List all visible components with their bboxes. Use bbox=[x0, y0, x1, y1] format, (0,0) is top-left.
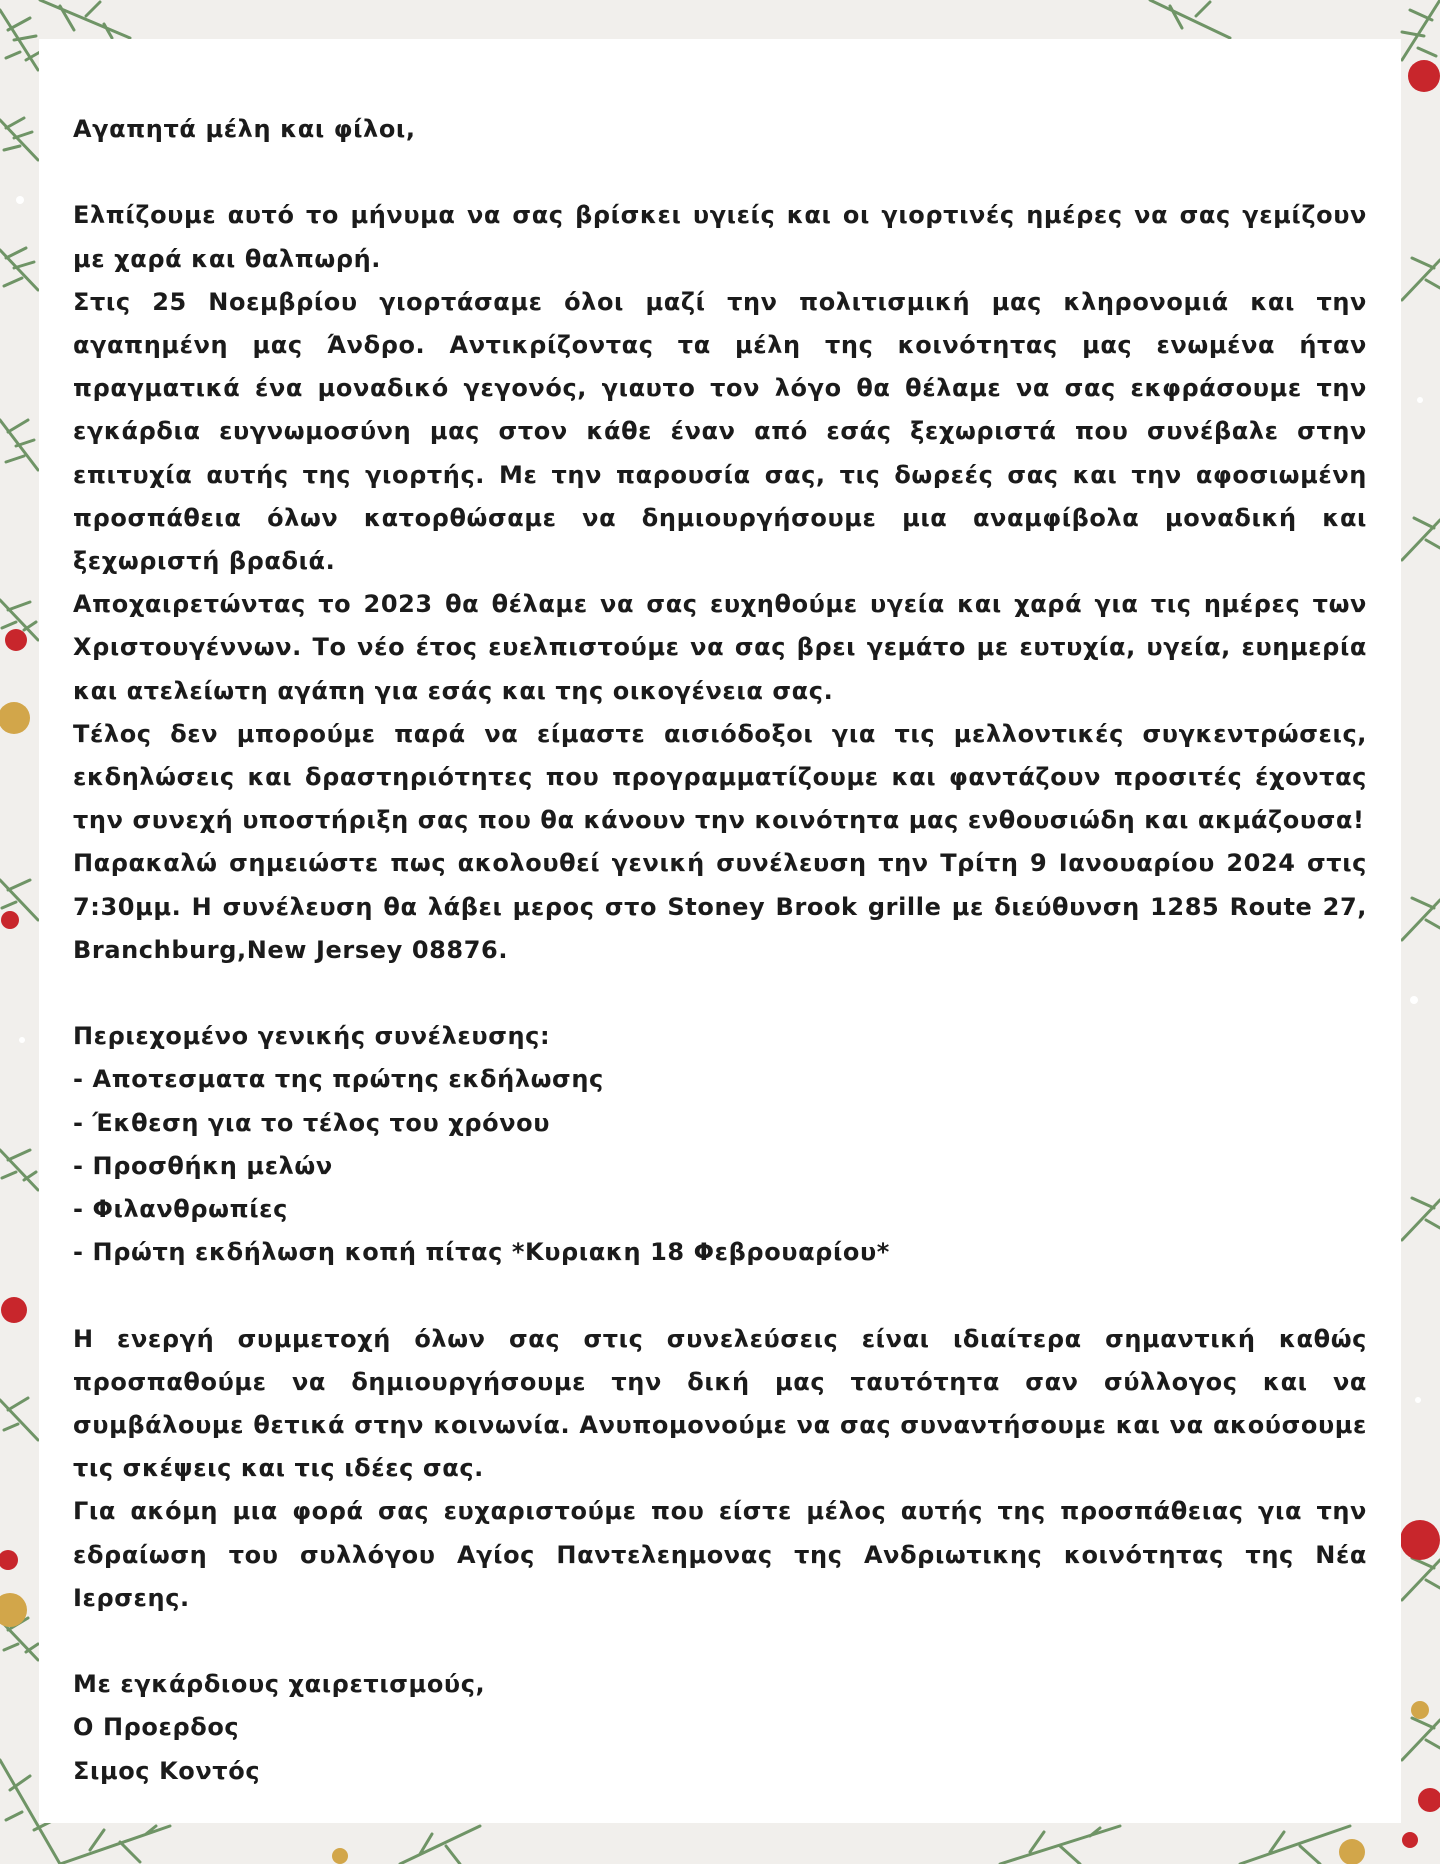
agenda-item: - Πρώτη εκδήλωση κοπή πίτας *Κυριακη 18 Φεβρουαρίου* bbox=[73, 1238, 890, 1267]
agenda-title: Περιεχομένο γενικής συνέλευσης: bbox=[73, 1022, 551, 1051]
greeting: Αγαπητά μέλη και φίλοι, bbox=[73, 115, 416, 143]
agenda-item: - Προσθήκη μελών bbox=[73, 1151, 333, 1180]
letter-body bbox=[73, 108, 1367, 1793]
spacer bbox=[73, 151, 1367, 194]
thanks-paragraph: Για ακόμη μια φορά σας ευχαριστούμε που είστε μέλος αυτής της προσπάθειας για την εδραίωση του συλλόγου Αγίος Παντελεημονας της Ανδριωτικης κοινότητας της Νέα Ιερσεης. bbox=[73, 1497, 1367, 1612]
spacer bbox=[73, 1274, 1367, 1317]
spacer bbox=[73, 1620, 1367, 1663]
participation-paragraph: Η ενεργή συμμετοχή όλων σας στις συνελεύσεις είναι ιδιαίτερα σημαντική καθώς προσπαθούμε να δημιουργήσουμε την δική μας ταυτότητα σαν σύλλογος και να συμβάλουμε θετικά στην κοινωνία. Ανυπομονούμε να σας συναντήσουμε και να ακούσουμε τις σκέψεις και τις ιδέες σας. bbox=[73, 1324, 1367, 1483]
future-paragraph: Τέλος δεν μπορούμε παρά να είμαστε αισιόδοξοι για τις μελλοντικές συγκεντρώσεις, εκδηλώσεις και δραστηριότητες που προγραμματίζουμε και φαντάζουν προσιτές έχοντας την συνεχή υποστήριξη σας που θα κάνουν την κοινότητα μας ενθουσιώδη και ακμάζουσα! bbox=[73, 719, 1367, 835]
signature-title: Ο Προερδος bbox=[73, 1713, 240, 1742]
meeting-paragraph: Παρακαλώ σημειώστε πως ακολουθεί γενική συνέλευση την Τρίτη 9 Ιανουαρίου 2024 στις 7:30μμ. Η συνέλευση θα λάβει μερος στο Stoney Brook grille με διεύθυνση 1285 Route 27, Branchburg,New Jersey 08876. bbox=[73, 849, 1367, 964]
closing: Με εγκάρδιους χαιρετισμούς, bbox=[73, 1670, 486, 1699]
signature-name: Σιμος Κοντός bbox=[73, 1756, 261, 1785]
spacer bbox=[73, 972, 1367, 1015]
agenda-item: - Αποτεσματα της πρώτης εκδήλωσης bbox=[73, 1065, 604, 1094]
event-paragraph: Στις 25 Νοεμβρίου γιορτάσαμε όλοι μαζί την πολιτισμική μας κληρονομιά και την αγαπημένη μας Άνδρο. Αντικρίζοντας τα μέλη της κοινότητας μας ενωμένα ήταν πραγματικά ένα μοναδικό γεγονός, γιαυτο τον λόγο θα θέλαμε να σας εκφράσουμε την εγκάρδια ευγνωμοσύνη μας στον κάθε έναν από εσάς ξεχωριστά που συνέβαλε στην επιτυχία αυτής της γιορτής. Με την παρουσία σας, τις δωρεές σας και την αφοσιωμένη προσπάθεια όλων κατορθώσαμε να δημιουργήσουμε μια αναμφίβολα μοναδική και ξεχωριστή βραδιά. bbox=[73, 287, 1367, 576]
agenda-item: - Έκθεση για το τέλος του χρόνου bbox=[73, 1108, 551, 1137]
intro-paragraph: Ελπίζουμε αυτό το μήνυμα να σας βρίσκει υγιείς και οι γιορτινές ημέρες να σας γεμίζουν με χαρά και θαλπωρή. bbox=[73, 201, 1367, 273]
agenda-item: - Φιλανθρωπίες bbox=[73, 1195, 288, 1224]
wishes-paragraph: Αποχαιρετώντας το 2023 θα θέλαμε να σας ευχηθούμε υγεία και χαρά για τις ημέρες των Χριστουγέννων. Το νέο έτος ευελπιστούμε να σας βρει γεμάτο με ευτυχία, υγεία, ευημερία και ατελείωτη αγάπη για εσάς και της οικογένεια σας. bbox=[73, 590, 1367, 705]
